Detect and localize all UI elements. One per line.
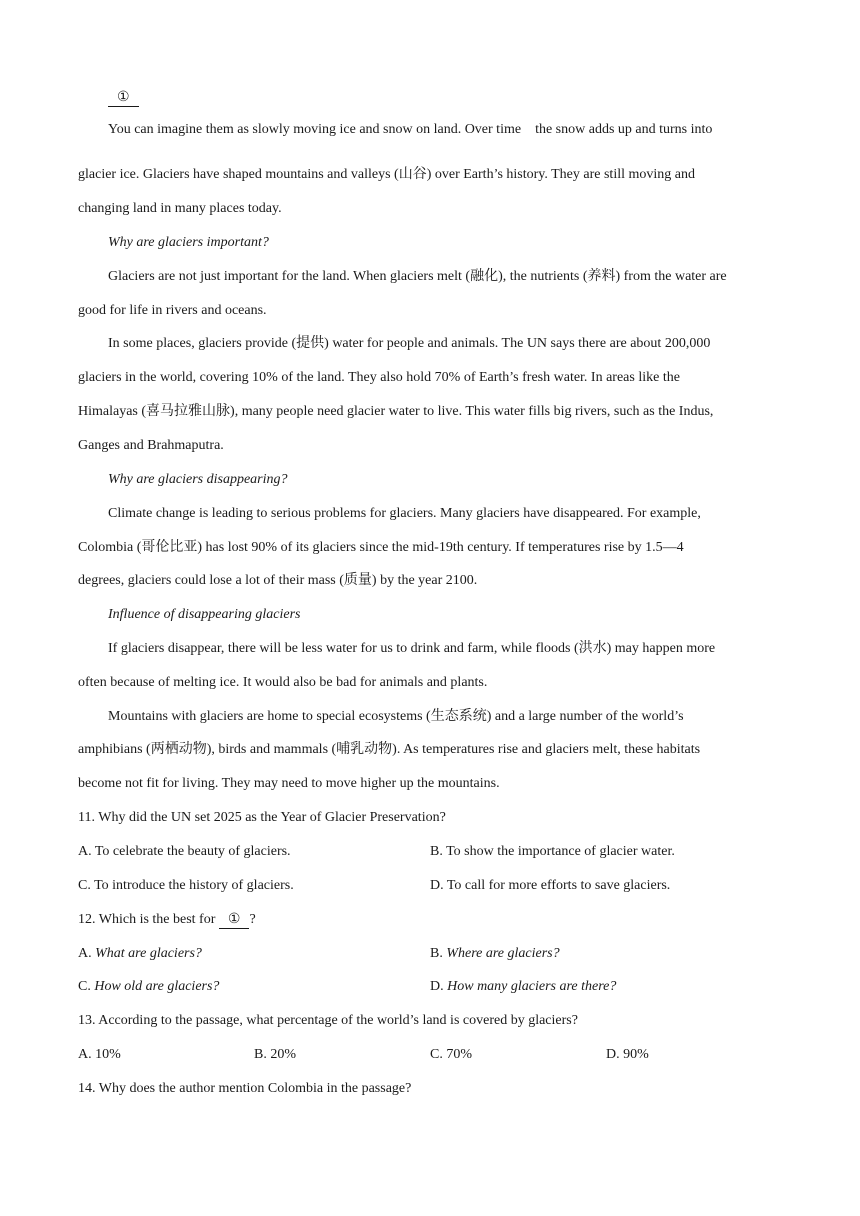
paragraph-line: Mountains with glaciers are home to special ecosystems (生态系统) and a large number of the world’s: [108, 709, 684, 724]
paragraph-line: glacier ice. Glaciers have shaped mountains and valleys (山谷) over Earth’s history. They are still moving and: [78, 167, 695, 182]
question-13-stem: 13. According to the passage, what percentage of the world’s land is covered by glaciers?: [78, 1013, 578, 1028]
heading-blank-line: [108, 88, 139, 108]
heading-blank: ①: [108, 90, 139, 107]
question-11-option-c[interactable]: C. To introduce the history of glaciers.: [78, 878, 294, 893]
question-13-option-d[interactable]: D. 90%: [606, 1047, 649, 1062]
paragraph-line: glaciers in the world, covering 10% of the land. They also hold 70% of Earth’s fresh water. In areas like the: [78, 370, 680, 385]
question-11-stem: 11. Why did the UN set 2025 as the Year of Glacier Preservation?: [78, 810, 446, 825]
option-text: Where are glaciers?: [446, 946, 560, 961]
option-text: How many glaciers are there?: [447, 979, 617, 994]
question-13-option-c[interactable]: C. 70%: [430, 1047, 472, 1062]
paragraph-line: Himalayas (喜马拉雅山脉), many people need glacier water to live. This water fills big rivers, such as the Indus,: [78, 404, 714, 419]
question-12-stem-prefix: 12. Which is the best for: [78, 912, 216, 927]
question-12-option-b[interactable]: [430, 944, 560, 964]
paragraph-line: become not fit for living. They may need to move higher up the mountains.: [78, 776, 500, 791]
section-heading: Why are glaciers important?: [108, 235, 269, 250]
paragraph-line: good for life in rivers and oceans.: [78, 303, 267, 318]
question-13-option-a[interactable]: A. 10%: [78, 1047, 121, 1062]
question-11-option-a[interactable]: A. To celebrate the beauty of glaciers.: [78, 844, 291, 859]
question-12-option-c[interactable]: [78, 977, 219, 997]
question-12-stem: [78, 910, 256, 930]
paragraph-line: You can imagine them as slowly moving ice and snow on land. Over time the snow adds up and turns into: [108, 122, 713, 137]
section-heading: Why are glaciers disappearing?: [108, 472, 288, 487]
paragraph-line: If glaciers disappear, there will be less water for us to drink and farm, while floods (洪水) may happen more: [108, 641, 716, 656]
option-letter: B.: [430, 946, 443, 961]
section-heading: Influence of disappearing glaciers: [108, 607, 301, 622]
paragraph-line: Colombia (哥伦比亚) has lost 90% of its glaciers since the mid-19th century. If temperatures rise by 1.5—4: [78, 540, 684, 555]
question-12-option-a[interactable]: [78, 944, 202, 964]
question-11-option-b[interactable]: B. To show the importance of glacier water.: [430, 844, 675, 859]
question-12-blank: ①: [219, 912, 250, 929]
option-text: How old are glaciers?: [94, 979, 220, 994]
paragraph-line: Glaciers are not just important for the land. When glaciers melt (融化), the nutrients (养料) from the water are: [108, 269, 727, 284]
paragraph-line: Ganges and Brahmaputra.: [78, 438, 224, 453]
paragraph-line: often because of melting ice. It would also be bad for animals and plants.: [78, 675, 488, 690]
paragraph-line: In some places, glaciers provide (提供) water for people and animals. The UN says there are about 200,000: [108, 336, 711, 351]
question-13-option-b[interactable]: B. 20%: [254, 1047, 296, 1062]
question-11-option-d[interactable]: D. To call for more efforts to save glaciers.: [430, 878, 671, 893]
paragraph-line: changing land in many places today.: [78, 201, 282, 216]
question-14-stem: 14. Why does the author mention Colombia in the passage?: [78, 1081, 412, 1096]
question-12-stem-suffix: ?: [249, 912, 256, 927]
paragraph-line: degrees, glaciers could lose a lot of their mass (质量) by the year 2100.: [78, 573, 478, 588]
question-12-option-d[interactable]: [430, 977, 616, 997]
option-text: What are glaciers?: [95, 946, 202, 961]
option-letter: C.: [78, 979, 91, 994]
paragraph-line: amphibians (两栖动物), birds and mammals (哺乳动物). As temperatures rise and glaciers melt, these habitats: [78, 742, 701, 757]
option-letter: D.: [430, 979, 444, 994]
option-letter: A.: [78, 946, 92, 961]
paragraph-line: Climate change is leading to serious problems for glaciers. Many glaciers have disappeared. For example,: [108, 506, 701, 521]
